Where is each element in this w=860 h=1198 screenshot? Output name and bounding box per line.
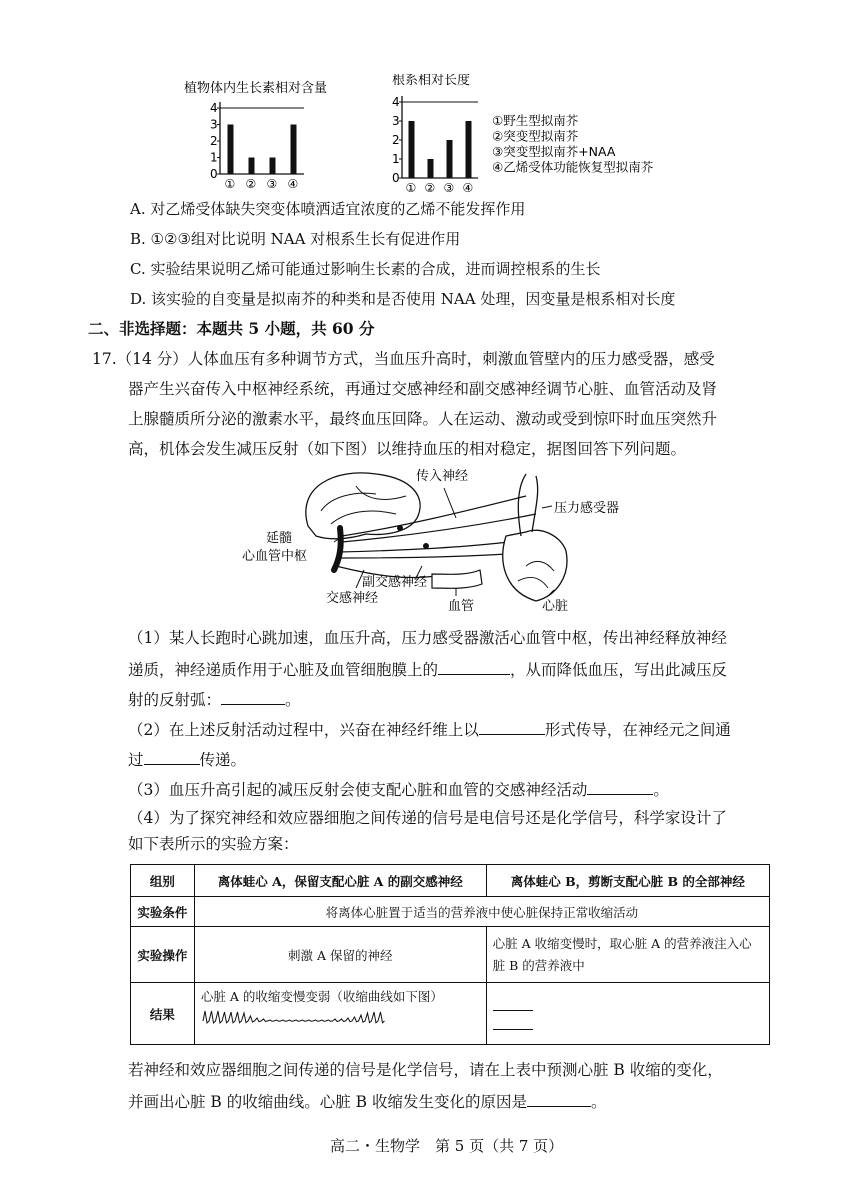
- bar: [428, 159, 434, 178]
- contraction-curve-line: [203, 1011, 385, 1023]
- chart2-title: 根系相对长度: [392, 74, 471, 88]
- q17-line-2: 器产生兴奋传入中枢神经系统，再通过交感神经和副交感神经调节心脏、血管活动及肾: [128, 380, 718, 398]
- answer-blank-result-b-1[interactable]: [493, 998, 533, 1011]
- answer-blank-result-b-2[interactable]: [493, 1011, 533, 1030]
- brain-shape: [306, 473, 420, 539]
- x-tick-label: ②: [245, 177, 257, 191]
- table-cell-operation-b: 心脏 A 收缩变慢时，取心脏 A 的营养液注入心脏 B 的营养液中: [486, 927, 769, 983]
- table-row-label-conditions: 实验条件: [131, 897, 195, 927]
- q17-line-3: 上腺髓质所分泌的激素水平，最终血压回降。人在运动、激动或受到惊吓时血压突然升: [128, 410, 718, 428]
- y-tick-label: 1: [210, 150, 218, 165]
- section-heading: 二、非选择题：本题共 5 小题，共 60 分: [88, 319, 375, 338]
- bar: [249, 158, 255, 175]
- final-line-2a: 并画出心脏 B 的收缩曲线。心脏 B 收缩发生变化的原因是: [128, 1093, 527, 1111]
- sub1-line-3: [128, 688, 301, 710]
- sympathetic-label: 交感神经: [326, 591, 379, 606]
- x-tick-label: ④: [462, 181, 474, 194]
- x-tick-label: ③: [266, 177, 278, 191]
- auxin-content-chart: [184, 80, 327, 191]
- final-line-2b: 。: [591, 1093, 607, 1111]
- option-a: A. 对乙烯受体缺失突变体喷洒适宜浓度的乙烯不能发挥作用: [130, 200, 526, 218]
- q17-line-1: 17.（14 分）人体血压有多种调节方式，当血压升高时，刺激血管壁内的压力感受器，感受: [92, 350, 715, 368]
- x-tick-label: ③: [443, 181, 455, 194]
- table-header-heart-b: 离体蛙心 B，剪断支配心脏 B 的全部神经: [486, 865, 769, 897]
- sub1-line-3a: 射的反射弧：: [128, 691, 222, 709]
- sub2-line-2: [128, 748, 246, 770]
- label-pointer: [444, 488, 456, 518]
- bar-charts-figure: [170, 74, 690, 194]
- q17-line-4: 高，机体会发生减压反射（如下图）以维持血压的相对稳定，据图回答下列问题。: [128, 440, 687, 458]
- y-tick-label: 2: [392, 133, 400, 147]
- medulla-label: 延髓: [266, 531, 293, 546]
- y-tick-label: 3: [210, 117, 218, 132]
- table-header-group: 组别: [131, 865, 195, 897]
- bar: [409, 121, 415, 178]
- heart-shape: [503, 530, 567, 601]
- sub1-line-2b: ，从而降低血压，写出此减压反: [510, 661, 728, 679]
- bar: [270, 158, 276, 175]
- baroreceptor-label: 压力感受器: [554, 501, 620, 516]
- answer-blank-transmission[interactable]: [144, 748, 200, 765]
- answer-blank-sympathetic[interactable]: [587, 778, 653, 795]
- table-cell-conditions: 将离体心脏置于适当的营养液中使心脏保持正常收缩活动: [194, 897, 769, 927]
- experiment-table: [130, 864, 770, 1045]
- sub2-line-1a: （2）在上述反射活动过程中，兴奋在神经纤维上以: [128, 721, 479, 739]
- sub3-line-1: [128, 778, 669, 800]
- sub4-line-1: （4）为了探究神经和效应器细胞之间传递的信号是电信号还是化学信号，科学家设计了: [128, 809, 727, 827]
- table-header-heart-a: 离体蛙心 A，保留支配心脏 A 的副交感神经: [194, 865, 486, 897]
- sub4-line-2: 如下表所示的实验方案：: [128, 835, 299, 853]
- root-length-chart: [392, 74, 654, 194]
- bar: [466, 121, 472, 178]
- cardiovascular-center-label: 心血管中枢: [242, 549, 308, 564]
- baroreflex-diagram: [236, 466, 646, 616]
- chart1-title: 植物体内生长素相对含量: [184, 81, 328, 96]
- option-c: C. 实验结果说明乙烯可能通过影响生长素的合成，进而调控根系的生长: [130, 260, 601, 278]
- sub2-line-1: [128, 718, 731, 740]
- table-row-label-operation: 实验操作: [131, 927, 195, 983]
- table-row-label-result: 结果: [131, 983, 195, 1045]
- y-tick-label: 3: [392, 114, 400, 128]
- legend-entry: ④乙烯受体功能恢复型拟南芥: [492, 159, 654, 175]
- page-footer: 高二・生物学 第 5 页（共 7 页）: [330, 1137, 564, 1155]
- sub1-line-3b: 。: [285, 691, 301, 709]
- afferent-nerve-label: 传入神经: [416, 469, 469, 484]
- heart-label: 心脏: [542, 599, 569, 614]
- table-cell-result-a: [194, 983, 486, 1045]
- sub2-line-2a: 过: [128, 751, 144, 769]
- legend-entry: ①野生型拟南芥: [492, 113, 579, 128]
- neuron-dot: [397, 525, 403, 531]
- y-tick-label: 0: [210, 167, 218, 181]
- heart-a-contraction-curve: [201, 1009, 401, 1033]
- x-tick-label: ②: [424, 181, 436, 194]
- answer-blank-reflex-arc[interactable]: [221, 688, 285, 705]
- sub1-line-2: [128, 658, 727, 680]
- legend-entry: ②突变型拟南芥: [492, 128, 579, 144]
- vessel-label: 血管: [448, 599, 475, 614]
- y-tick-label: 4: [210, 101, 218, 115]
- table-cell-operation-a: 刺激 A 保留的神经: [194, 927, 486, 983]
- y-tick-label: 1: [392, 152, 400, 166]
- parasympathetic-label: 副交感神经: [362, 575, 428, 590]
- sub3-line-1b: 。: [653, 781, 669, 799]
- blood-vessel-shape: [432, 570, 482, 588]
- bar: [447, 140, 453, 178]
- final-line-2: [128, 1090, 607, 1112]
- y-tick-label: 2: [210, 134, 218, 148]
- option-d: D. 该实验的自变量是拟南芥的种类和是否使用 NAA 处理，因变量是根系相对长度: [130, 290, 676, 308]
- answer-blank-reason[interactable]: [527, 1090, 591, 1107]
- final-line-1: 若神经和效应器细胞之间传递的信号是化学信号，请在上表中预测心脏 B 收缩的变化，: [128, 1061, 723, 1079]
- sub2-line-1b: 形式传导，在神经元之间通: [544, 721, 731, 739]
- label-pointer: [542, 506, 552, 508]
- legend-entry: ③突变型拟南芥+NAA: [492, 144, 616, 159]
- y-tick-label: 0: [392, 171, 400, 185]
- aorta-shape: [518, 474, 537, 536]
- x-tick-label: ①: [224, 177, 236, 191]
- result-a-text: 心脏 A 的收缩变慢变弱（收缩曲线如下图）: [200, 989, 443, 1004]
- bar: [228, 125, 234, 175]
- y-tick-label: 4: [392, 95, 400, 109]
- option-b: B. ①②③组对比说明 NAA 对根系生长有促进作用: [130, 230, 461, 248]
- efferent-nerve-line-2: [340, 554, 506, 558]
- answer-blank-conduction[interactable]: [479, 718, 545, 735]
- sub2-line-2b: 传递。: [199, 751, 247, 769]
- neuron-dot: [423, 543, 429, 549]
- x-tick-label: ①: [405, 181, 417, 194]
- sub3-line-1a: （3）血压升高引起的减压反射会使支配心脏和血管的交感神经活动: [128, 781, 588, 799]
- x-tick-label: ④: [287, 177, 299, 191]
- bar: [291, 125, 297, 175]
- sub1-line-2a: 递质，神经递质作用于心脏及血管细胞膜上的: [128, 661, 439, 679]
- answer-blank-receptor[interactable]: [438, 658, 510, 675]
- table-cell-result-b[interactable]: [486, 983, 769, 1045]
- sub1-line-1: （1）某人长跑时心跳加速，血压升高，压力感受器激活心血管中枢，传出神经释放神经: [128, 629, 727, 647]
